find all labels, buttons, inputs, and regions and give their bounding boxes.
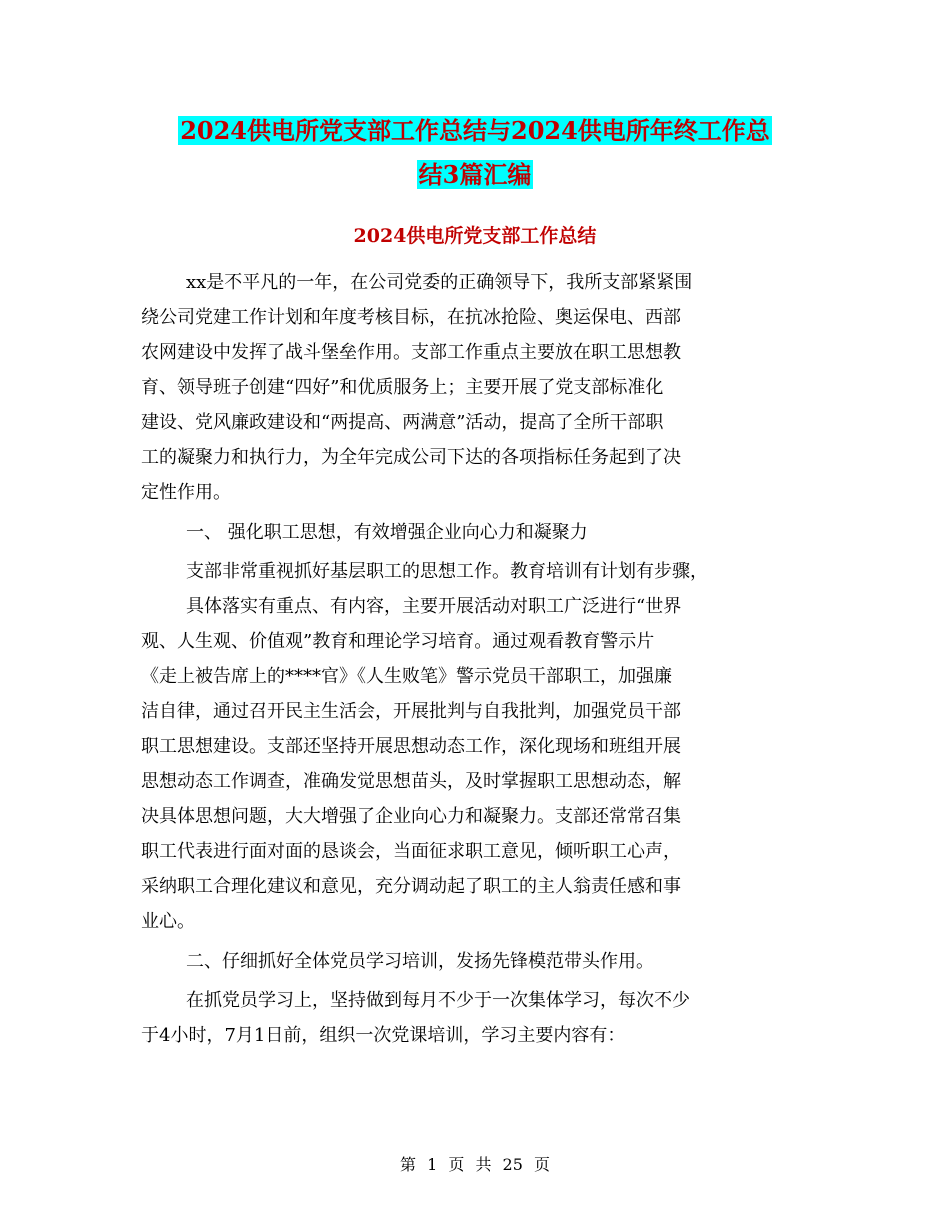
paragraph-line: xx是不平凡的一年，在公司党委的正确领导下，我所支部紧紧围 (186, 272, 693, 293)
paragraph-line: 于4小时，7月1日前，组织一次党课培训，学习主要内容有： (141, 1025, 626, 1046)
paragraph-line: 采纳职工合理化建议和意见，充分调动起了职工的主人翁责任感和事 (141, 876, 681, 897)
document-title-line-2: 结3篇汇编 (418, 160, 532, 189)
paragraph-line: 业心。 (141, 911, 195, 932)
paragraph-line: 农网建设中发挥了战斗堡垒作用。支部工作重点主要放在职工思想教 (141, 342, 681, 363)
heading-line: 一、 强化职工思想，有效增强企业向心力和凝聚力 (186, 522, 588, 543)
paragraph-line: 具体落实有重点、有内容，主要开展活动对职工广泛进行“世界 (186, 596, 682, 617)
paragraph-line: 工的凝聚力和执行力，为全年完成公司下达的各项指标任务起到了决 (141, 447, 681, 468)
paragraph-line: 洁自律，通过召开民主生活会，开展批判与自我批判，加强党员干部 (141, 701, 681, 722)
paragraph-line: 绕公司党建工作计划和年度考核目标，在抗冰抢险、奥运保电、西部 (141, 307, 681, 328)
paragraph-line: 在抓党员学习上，坚持做到每月不少于一次集体学习，每次不少 (186, 990, 690, 1011)
page-footer: 第 1 页 共 25 页 (400, 1155, 550, 1174)
heading-line: 二、仔细抓好全体党员学习培训，发扬先锋模范带头作用。 (186, 951, 654, 972)
paragraph-line: 观、人生观、价值观”教育和理论学习培育。通过观看教育警示片 (141, 631, 655, 652)
paragraph-line: 育、领导班子创建“四好”和优质服务上；主要开展了党支部标准化 (141, 377, 664, 398)
paragraph-line: 职工代表进行面对面的恳谈会，当面征求职工意见，倾听职工心声， (141, 841, 681, 862)
paragraph-line: 支部非常重视抓好基层职工的思想工作。教育培训有计划有步骤， (186, 561, 708, 582)
paragraph-line: 定性作用。 (141, 482, 231, 503)
section-title: 2024供电所党支部工作总结 (353, 225, 597, 247)
paragraph-line: 决具体思想问题，大大增强了企业向心力和凝聚力。支部还常常召集 (141, 806, 681, 827)
paragraph-line: 思想动态工作调查，准确发觉思想苗头，及时掌握职工思想动态，解 (141, 771, 681, 792)
paragraph-line: 《走上被告席上的****官》《人生败笔》警示党员干部职工，加强廉 (141, 666, 672, 687)
paragraph-line: 建设、党风廉政建设和“两提高、两满意”活动，提高了全所干部职 (141, 412, 664, 433)
paragraph-line: 职工思想建设。支部还坚持开展思想动态工作，深化现场和班组开展 (141, 736, 681, 757)
document-title-line-1: 2024供电所党支部工作总结与2024供电所年终工作总 (180, 116, 770, 145)
